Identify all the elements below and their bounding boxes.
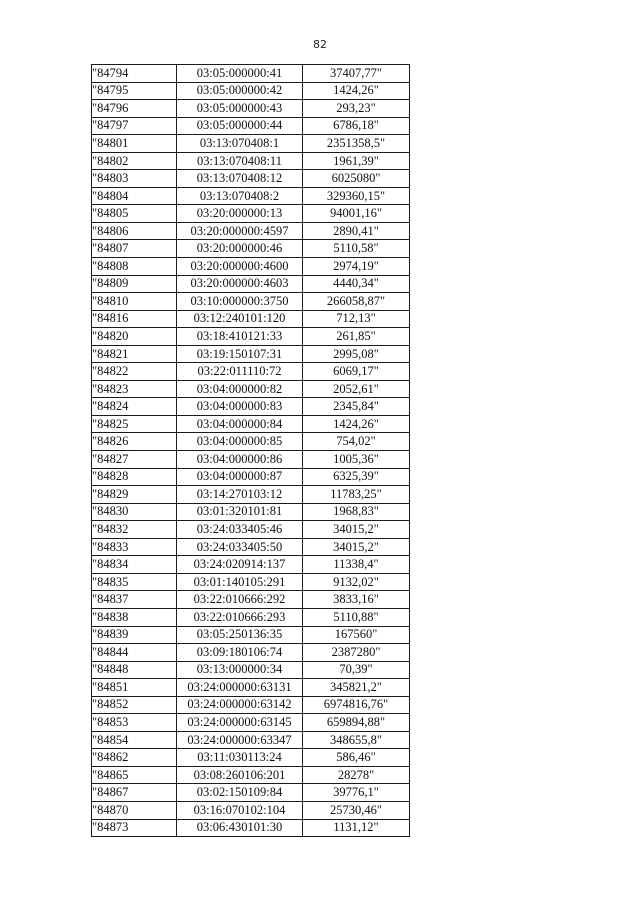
value-cell: 70,39" [303,661,410,679]
value-cell: 261,85" [303,328,410,346]
table-row [92,293,410,311]
value-cell: 1005,36" [303,451,410,469]
row-id-cell: "84828 [92,468,177,486]
row-id-cell: "84853 [92,714,177,732]
row-id-cell: "84822 [92,363,177,381]
row-id-cell: "84816 [92,310,177,328]
value-cell: 1968,83" [303,503,410,521]
row-id-cell: "84865 [92,766,177,784]
row-id-cell: "84852 [92,696,177,714]
cadastral-number-cell: 03:04:000000:86 [177,451,303,469]
value-cell: 293,23" [303,100,410,118]
cadastral-number-cell: 03:24:020914:137 [177,556,303,574]
value-cell: 34015,2" [303,538,410,556]
value-cell: 2890,41" [303,222,410,240]
row-id-cell: "84802 [92,152,177,170]
cadastral-number-cell: 03:24:000000:63145 [177,714,303,732]
table-row [92,258,410,276]
value-cell: 1424,26" [303,415,410,433]
value-cell: 167560" [303,626,410,644]
table-row [92,556,410,574]
cadastral-number-cell: 03:22:010666:292 [177,591,303,609]
row-id-cell: "84825 [92,415,177,433]
table-row [92,731,410,749]
cadastral-number-cell: 03:13:070408:1 [177,135,303,153]
value-cell: 37407,77" [303,65,410,83]
cadastral-number-cell: 03:20:000000:4600 [177,258,303,276]
table-row [92,170,410,188]
value-cell: 754,02" [303,433,410,451]
value-cell: 1424,26" [303,82,410,100]
value-cell: 9132,02" [303,573,410,591]
value-cell: 11338,4" [303,556,410,574]
value-cell: 6325,39" [303,468,410,486]
value-cell: 2387280" [303,644,410,662]
cadastral-number-cell: 03:13:070408:11 [177,152,303,170]
value-cell: 659894,88" [303,714,410,732]
data-table [91,64,410,837]
cadastral-number-cell: 03:10:000000:3750 [177,293,303,311]
row-id-cell: "84807 [92,240,177,258]
row-id-cell: "84794 [92,65,177,83]
table-row [92,451,410,469]
cadastral-number-cell: 03:09:180106:74 [177,644,303,662]
table-body [92,65,410,837]
cadastral-number-cell: 03:05:000000:44 [177,117,303,135]
cadastral-number-cell: 03:04:000000:85 [177,433,303,451]
cadastral-number-cell: 03:13:000000:34 [177,661,303,679]
value-cell: 2995,08" [303,345,410,363]
table-row [92,521,410,539]
cadastral-number-cell: 03:20:000000:13 [177,205,303,223]
cadastral-number-cell: 03:24:033405:46 [177,521,303,539]
row-id-cell: "84801 [92,135,177,153]
cadastral-number-cell: 03:05:000000:42 [177,82,303,100]
value-cell: 1131,12" [303,819,410,837]
table-row [92,345,410,363]
row-id-cell: "84838 [92,608,177,626]
cadastral-number-cell: 03:16:070102:104 [177,801,303,819]
table-row [92,538,410,556]
cadastral-number-cell: 03:13:070408:12 [177,170,303,188]
table-row [92,65,410,83]
table-row [92,82,410,100]
table-row [92,679,410,697]
cadastral-number-cell: 03:20:000000:4597 [177,222,303,240]
cadastral-number-cell: 03:04:000000:83 [177,398,303,416]
row-id-cell: "84827 [92,451,177,469]
cadastral-number-cell: 03:24:000000:63347 [177,731,303,749]
table-row [92,205,410,223]
cadastral-number-cell: 03:06:430101:30 [177,819,303,837]
row-id-cell: "84808 [92,258,177,276]
value-cell: 712,13" [303,310,410,328]
cadastral-number-cell: 03:11:030113:24 [177,749,303,767]
table-row [92,503,410,521]
cadastral-number-cell: 03:18:410121:33 [177,328,303,346]
value-cell: 34015,2" [303,521,410,539]
value-cell: 6974816,76" [303,696,410,714]
value-cell: 5110,58" [303,240,410,258]
table-row [92,766,410,784]
value-cell: 586,46" [303,749,410,767]
table-row [92,100,410,118]
table-row [92,187,410,205]
cadastral-number-cell: 03:24:000000:63131 [177,679,303,697]
row-id-cell: "84873 [92,819,177,837]
table-row [92,275,410,293]
cadastral-number-cell: 03:12:240101:120 [177,310,303,328]
row-id-cell: "84834 [92,556,177,574]
row-id-cell: "84795 [92,82,177,100]
value-cell: 2974,19" [303,258,410,276]
value-cell: 2052,61" [303,380,410,398]
row-id-cell: "84797 [92,117,177,135]
cadastral-number-cell: 03:14:270103:12 [177,486,303,504]
table-row [92,486,410,504]
table-row [92,222,410,240]
row-id-cell: "84805 [92,205,177,223]
table-row [92,380,410,398]
table-row [92,801,410,819]
table-row [92,240,410,258]
row-id-cell: "84806 [92,222,177,240]
table-row [92,398,410,416]
row-id-cell: "84809 [92,275,177,293]
value-cell: 2351358,5" [303,135,410,153]
value-cell: 25730,46" [303,801,410,819]
row-id-cell: "84867 [92,784,177,802]
table-row [92,714,410,732]
cadastral-number-cell: 03:24:000000:63142 [177,696,303,714]
cadastral-number-cell: 03:24:033405:50 [177,538,303,556]
row-id-cell: "84821 [92,345,177,363]
table-row [92,328,410,346]
table-row [92,749,410,767]
table-row [92,696,410,714]
row-id-cell: "84820 [92,328,177,346]
row-id-cell: "84804 [92,187,177,205]
row-id-cell: "84839 [92,626,177,644]
value-cell: 329360,15" [303,187,410,205]
table-row [92,573,410,591]
table-row [92,591,410,609]
value-cell: 348655,8" [303,731,410,749]
cadastral-number-cell: 03:02:150109:84 [177,784,303,802]
cadastral-number-cell: 03:01:320101:81 [177,503,303,521]
table-row [92,363,410,381]
cadastral-number-cell: 03:22:011110:72 [177,363,303,381]
table-row [92,819,410,837]
table-row [92,310,410,328]
table-row [92,415,410,433]
value-cell: 5110,88" [303,608,410,626]
row-id-cell: "84848 [92,661,177,679]
table-row [92,117,410,135]
cadastral-number-cell: 03:01:140105:291 [177,573,303,591]
cadastral-number-cell: 03:04:000000:87 [177,468,303,486]
row-id-cell: "84851 [92,679,177,697]
value-cell: 28278" [303,766,410,784]
cadastral-number-cell: 03:13:070408:2 [177,187,303,205]
table-row [92,135,410,153]
table-row [92,468,410,486]
table-row [92,661,410,679]
cadastral-number-cell: 03:05:000000:43 [177,100,303,118]
row-id-cell: "84803 [92,170,177,188]
value-cell: 4440,34" [303,275,410,293]
value-cell: 1961,39" [303,152,410,170]
page-number: 82 [313,38,327,51]
row-id-cell: "84844 [92,644,177,662]
value-cell: 94001,16" [303,205,410,223]
cadastral-number-cell: 03:04:000000:84 [177,415,303,433]
cadastral-number-cell: 03:05:000000:41 [177,65,303,83]
table-row [92,626,410,644]
table-row [92,608,410,626]
table-row [92,152,410,170]
value-cell: 2345,84" [303,398,410,416]
row-id-cell: "84870 [92,801,177,819]
row-id-cell: "84823 [92,380,177,398]
row-id-cell: "84854 [92,731,177,749]
table-row [92,784,410,802]
row-id-cell: "84835 [92,573,177,591]
row-id-cell: "84862 [92,749,177,767]
row-id-cell: "84826 [92,433,177,451]
value-cell: 11783,25" [303,486,410,504]
cadastral-number-cell: 03:04:000000:82 [177,380,303,398]
value-cell: 6025080" [303,170,410,188]
cadastral-number-cell: 03:22:010666:293 [177,608,303,626]
row-id-cell: "84833 [92,538,177,556]
value-cell: 6069,17" [303,363,410,381]
row-id-cell: "84837 [92,591,177,609]
value-cell: 345821,2" [303,679,410,697]
row-id-cell: "84824 [92,398,177,416]
cadastral-number-cell: 03:20:000000:4603 [177,275,303,293]
row-id-cell: "84830 [92,503,177,521]
cadastral-number-cell: 03:08:260106:201 [177,766,303,784]
value-cell: 39776,1" [303,784,410,802]
value-cell: 6786,18" [303,117,410,135]
row-id-cell: "84810 [92,293,177,311]
value-cell: 3833,16" [303,591,410,609]
cadastral-number-cell: 03:05:250136:35 [177,626,303,644]
cadastral-number-cell: 03:19:150107:31 [177,345,303,363]
cadastral-number-cell: 03:20:000000:46 [177,240,303,258]
row-id-cell: "84796 [92,100,177,118]
table-row [92,433,410,451]
row-id-cell: "84832 [92,521,177,539]
row-id-cell: "84829 [92,486,177,504]
value-cell: 266058,87" [303,293,410,311]
table-row [92,644,410,662]
